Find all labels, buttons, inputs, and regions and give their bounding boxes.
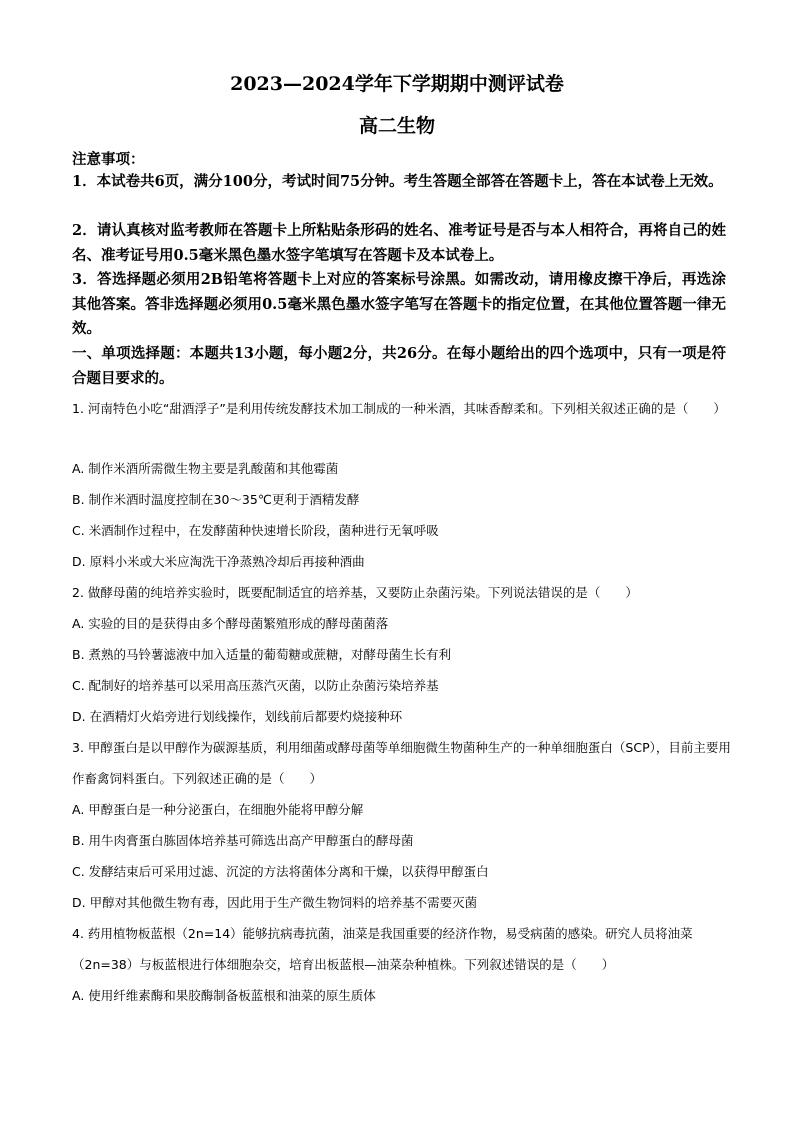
question-option: A. 甲醇蛋白是一种分泌蛋白，在细胞外能将甲醇分解: [72, 802, 364, 817]
question-option: C. 米酒制作过程中，在发酵菌种快速增长阶段，菌种进行无氧呼吸: [72, 523, 439, 538]
question-option: A. 制作米酒所需微生物主要是乳酸菌和其他霉菌: [72, 461, 339, 476]
question-stem: 2. 做酵母菌的纯培养实验时，既要配制适宜的培养基，又要防止杂菌污染。下列说法错误的是（ ）: [72, 585, 638, 600]
notice-item: 2．请认真核对监考教师在答题卡上所粘贴条形码的姓名、准考证号是否与本人相符合，再将自己的姓名、准考证号用0.5毫米黑色墨水签字笔填写在答题卡及本试卷上。: [72, 222, 726, 264]
question-option: C. 配制好的培养基可以采用高压蒸汽灭菌，以防止杂菌污染培养基: [72, 678, 439, 693]
question-stem: 1. 河南特色小吃“甜酒浮子”是利用传统发酵技术加工制成的一种米酒，其味香醇柔和。下列相关叙述正确的是（ ）: [72, 401, 726, 416]
question-option: A. 实验的目的是获得由多个酵母菌繁殖形成的酵母菌菌落: [72, 616, 389, 631]
question-option: B. 煮熟的马铃薯滤液中加入适量的葡萄糖或蔗糖，对酵母菌生长有利: [72, 647, 452, 662]
question-option: D. 甲醇对其他微生物有毒，因此用于生产微生物饲料的培养基不需要灭菌: [72, 895, 478, 910]
question-stem: 3. 甲醇蛋白是以甲醇作为碳源基质，利用细菌或酵母菌等单细胞微生物菌种生产的一种单细胞蛋白（SCP），目前主要用作畜禽饲料蛋白。下列叙述正确的是（ ）: [72, 740, 731, 786]
question-option: B. 制作米酒时温度控制在30～35℃更利于酒精发酵: [72, 492, 360, 507]
exam-title: 2023—2024学年下学期期中测评试卷: [230, 73, 564, 95]
notice-item: 3．答选择题必须用2B铅笔将答题卡上对应的答案标号涂黑。如需改动，请用橡皮擦干净后，再选涂其他答案。答非选择题必须用0.5毫米黑色墨水签字笔写在答题卡的指定位置，在其他位置答题一律无效。: [72, 271, 726, 337]
question-option: D. 原料小米或大米应淘洗干净蒸熟冷却后再接种酒曲: [72, 554, 365, 569]
question-option: C. 发酵结束后可采用过滤、沉淀的方法将菌体分离和干燥，以获得甲醇蛋白: [72, 864, 489, 879]
exam-subject: 高二生物: [358, 115, 435, 137]
question-option: B. 用牛肉膏蛋白胨固体培养基可筛选出高产甲醇蛋白的酵母菌: [72, 833, 414, 848]
notice-heading: 注意事项：: [72, 151, 145, 168]
section-heading: 一、单项选择题：本题共13小题，每小题2分，共26分。在每小题给出的四个选项中，只有一项是符合题目要求的。: [72, 345, 726, 387]
notice-item: 1．本试卷共6页，满分100分，考试时间75分钟。考生答题全部答在答题卡上，答在本试卷上无效。: [72, 173, 723, 190]
question-option: D. 在酒精灯火焰旁进行划线操作，划线前后都要灼烧接种环: [72, 709, 403, 724]
question-option: A. 使用纤维素酶和果胶酶制备板蓝根和油菜的原生质体: [72, 988, 376, 1003]
question-stem: 4. 药用植物板蓝根（2n=14）能够抗病毒抗菌，油菜是我国重要的经济作物，易受病菌的感染。研究人员将油菜（2n=38）与板蓝根进行体细胞杂交，培育出板蓝根—油菜杂种植株。下列叙述错误的是（ ）: [72, 926, 693, 972]
